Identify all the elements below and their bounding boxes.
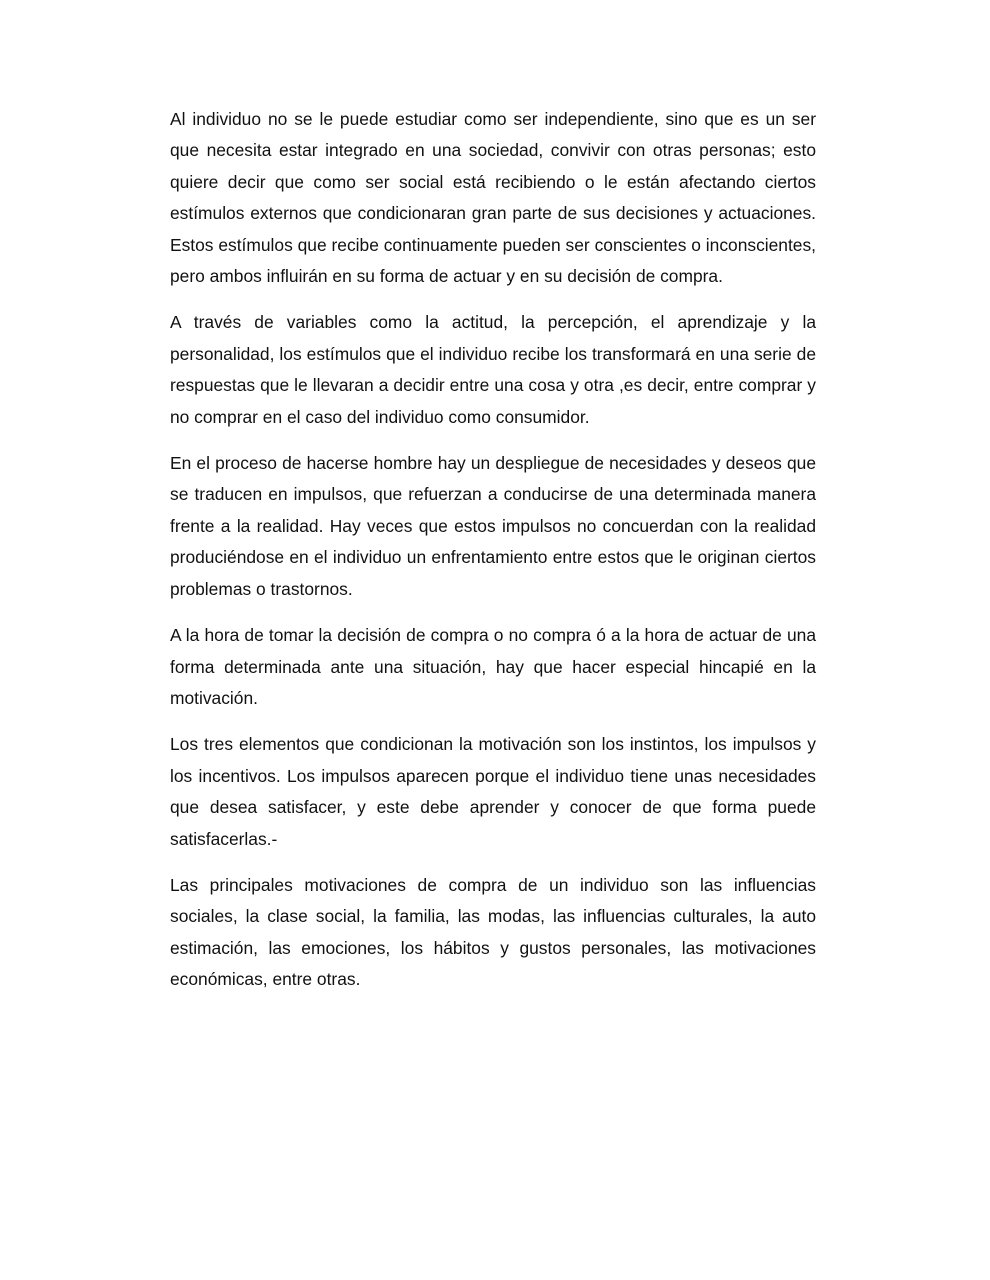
- paragraph-4: A la hora de tomar la decisión de compra o no compra ó a la hora de actuar de una forma determinada ante una situación, hay que hacer especial hincapié en la motivación.: [170, 625, 816, 708]
- paragraph-5: Los tres elementos que condicionan la motivación son los instintos, los impulsos y los incentivos. Los impulsos aparecen porque el individuo tiene unas necesidades que desea satisfacer, y este debe aprender y conocer de que forma puede satisfacerlas.-: [170, 734, 816, 849]
- paragraph-6: Las principales motivaciones de compra de un individuo son las influencias sociales, la clase social, la familia, las modas, las influencias culturales, la auto estimación, las emociones, los hábitos y gustos personales, las motivaciones económicas, entre otras.: [170, 874, 816, 990]
- document-body: [170, 104, 816, 1011]
- paragraph-3: En el proceso de hacerse hombre hay un despliegue de necesidades y deseos que se traducen en impulsos, que refuerzan a conducirse de una determinada manera frente a la realidad. Hay veces que estos impulsos no concuerdan con la realidad produciéndose en el individuo un enfrentamiento entre estos que le originan ciertos problemas o trastornos.: [170, 453, 816, 599]
- paragraph-2: A través de variables como la actitud, la percepción, el aprendizaje y la personalidad, los estímulos que el individuo recibe los transformará en una serie de respuestas que le llevaran a decidir entre una cosa y otra ,es decir, entre comprar y no comprar en el caso del individuo como consumidor.: [170, 312, 816, 427]
- paragraph-1: Al individuo no se le puede estudiar como ser independiente, sino que es un ser que necesita estar integrado en una sociedad, convivir con otras personas; esto quiere decir que como ser social está recibiendo o le están afectando ciertos estímulos externos que condicionaran gran parte de sus decisiones y actuaciones. Estos estímulos que recibe continuamente pueden ser conscientes o inconscientes, pero ambos influirán en su forma de actuar y en su decisión de compra.: [170, 109, 816, 287]
